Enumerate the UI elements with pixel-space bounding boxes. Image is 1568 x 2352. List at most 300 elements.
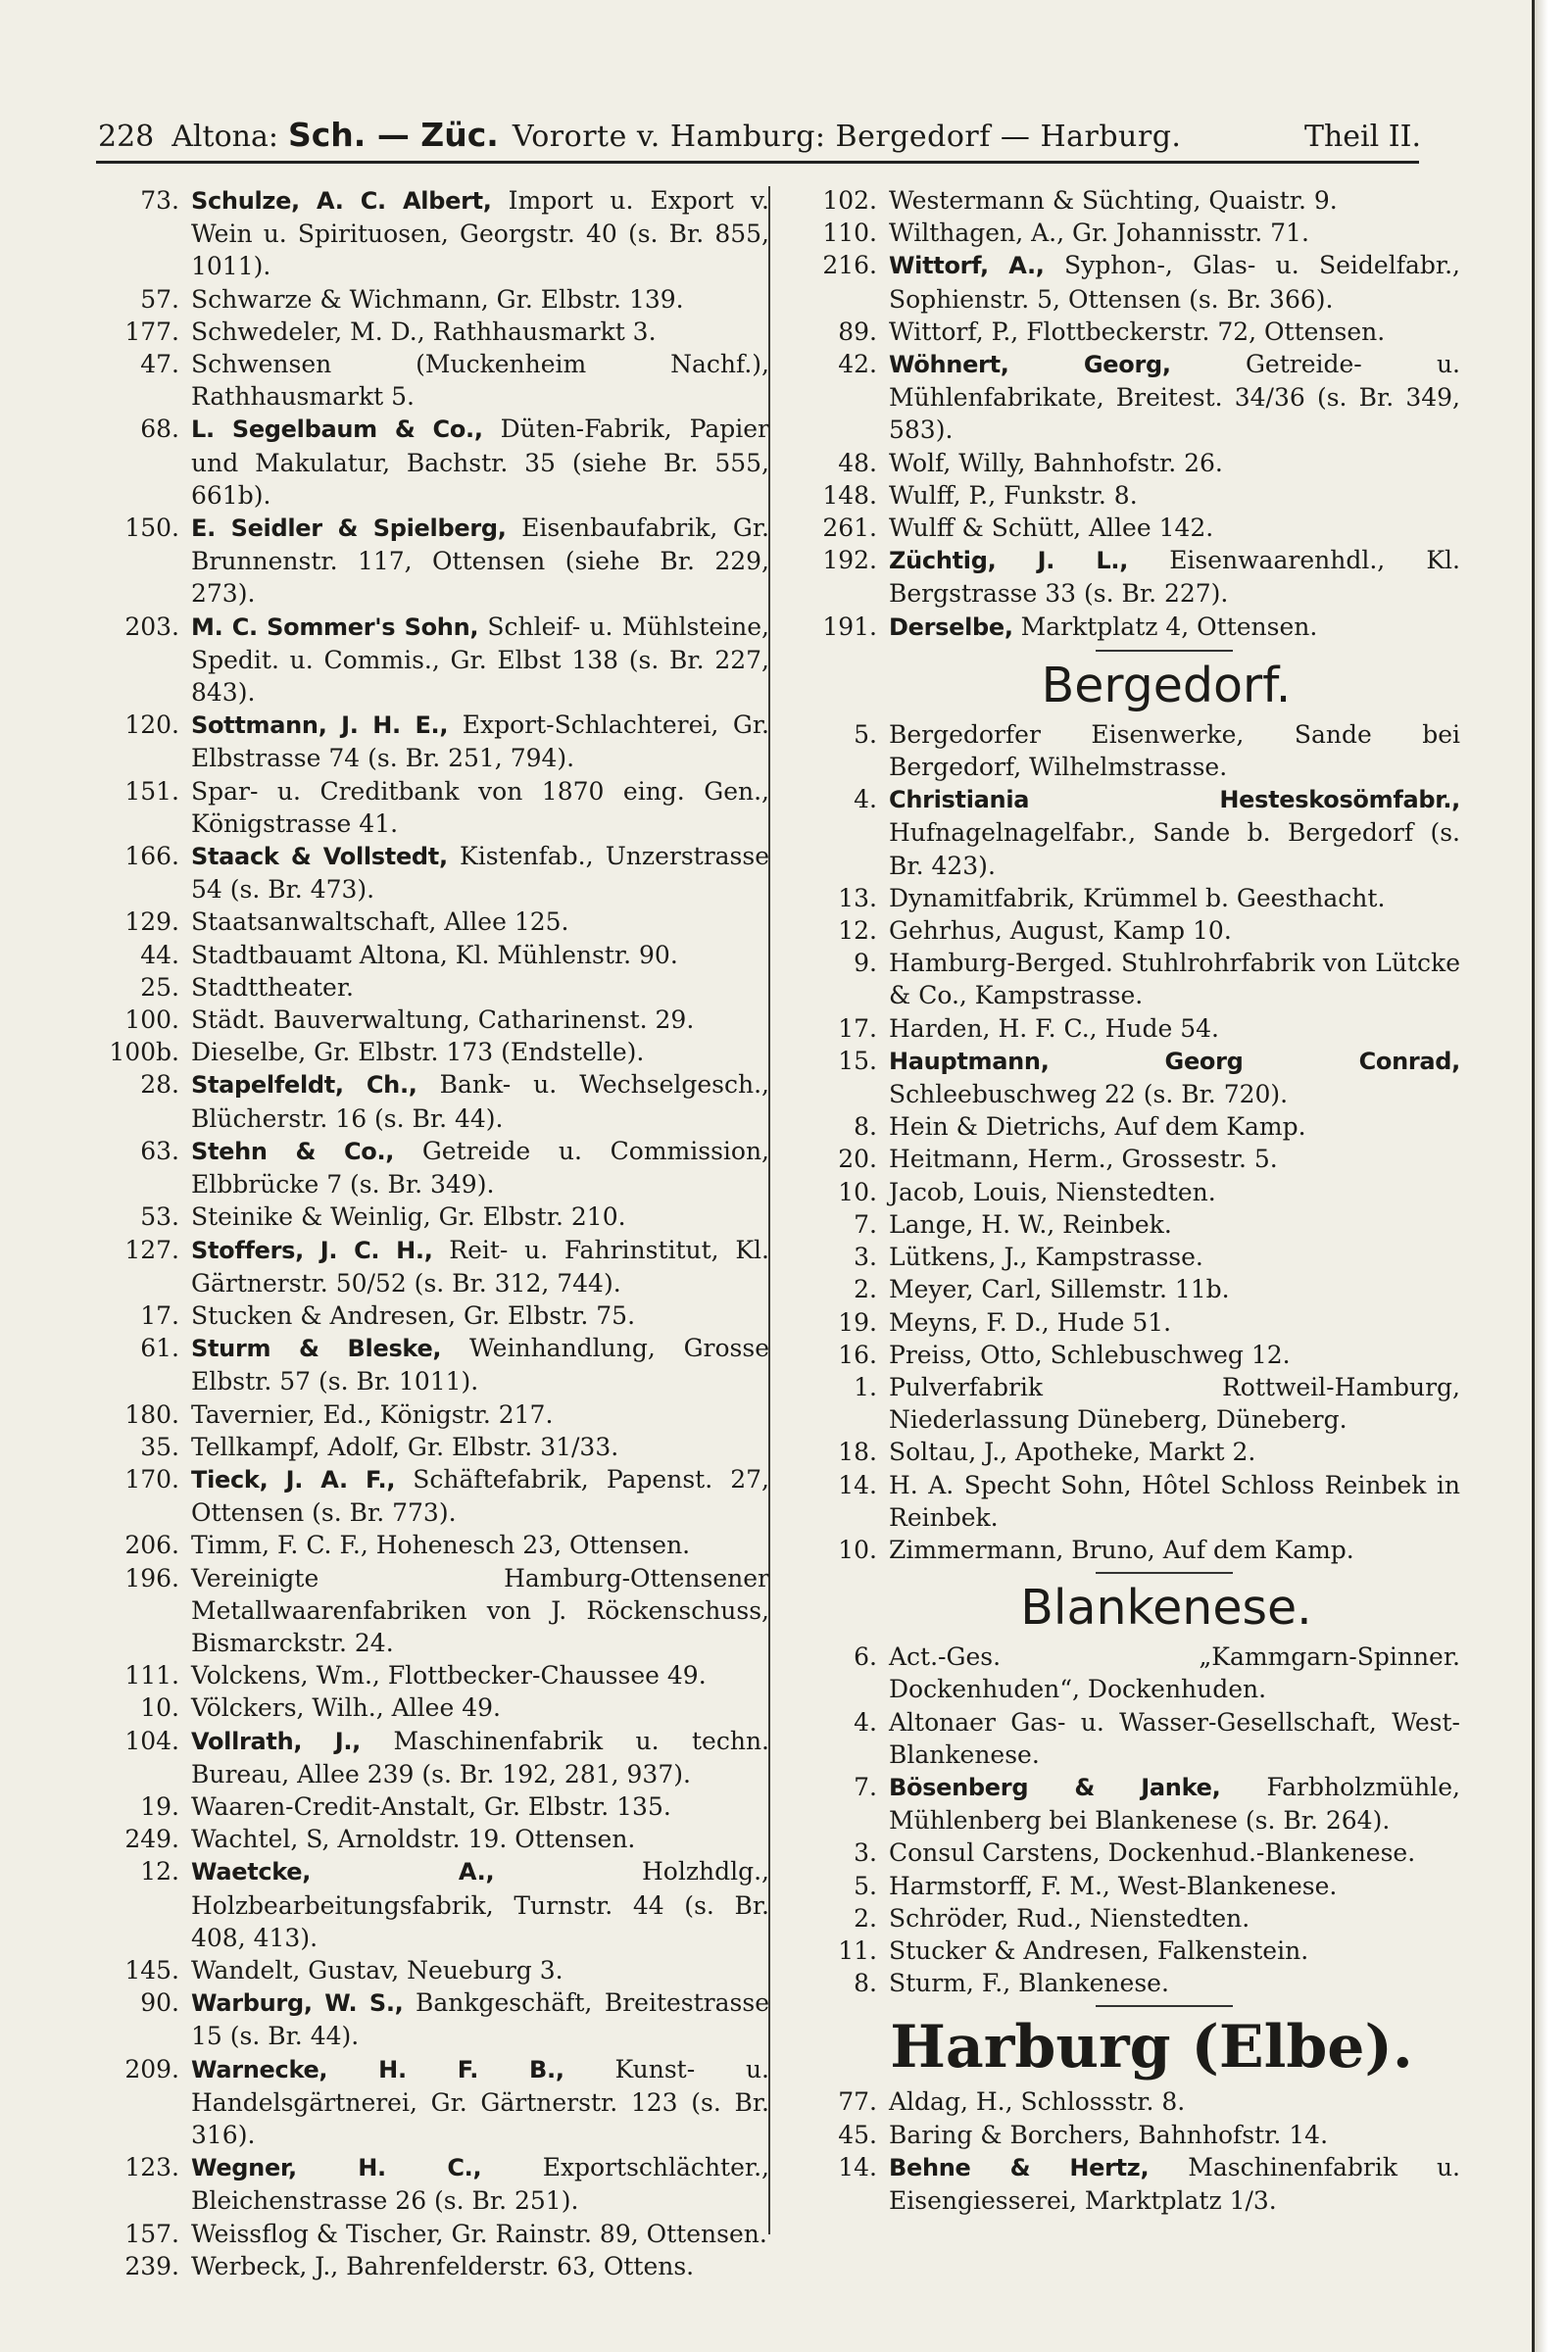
entry-number: 150. <box>124 514 179 543</box>
entry-number: 145. <box>124 1955 179 1984</box>
entry-body <box>191 709 769 774</box>
entry-number: 191. <box>822 612 877 641</box>
entry-number: 28. <box>140 1070 179 1100</box>
entry-number: 166. <box>124 842 179 871</box>
entry-text: Stucker & Andresen, Falkenstein. <box>889 1936 1309 1965</box>
entry-name: Behne & Hertz, <box>889 2153 1150 2181</box>
entry-name: Waetcke, A., <box>191 1858 495 1886</box>
entry-text: Volckens, Wm., Flottbecker-Chaussee 49. <box>191 1661 707 1690</box>
directory-entry <box>93 939 769 971</box>
entry-number: 77. <box>838 2087 877 2117</box>
running-header <box>98 116 1421 154</box>
directory-entry <box>784 2085 1460 2118</box>
entry-number: 57. <box>140 284 179 314</box>
entry-text: Schleif- u. Mühlsteine, Spedit. u. Commis., Gr. Elbst 138 (s. Br. 227, 843). <box>191 612 769 708</box>
section-title-bergedorf: Bergedorf. <box>1041 657 1292 713</box>
directory-entry <box>93 1068 769 1134</box>
entry-body <box>191 2218 769 2250</box>
entry-text: Waaren-Credit-Anstalt, Gr. Elbstr. 135. <box>191 1791 671 1821</box>
directory-entry <box>784 1143 1460 1175</box>
directory-entry <box>784 1870 1460 1902</box>
entry-number: 10. <box>838 1177 877 1206</box>
entry-number: 4. <box>854 1707 877 1737</box>
entry-body <box>191 1398 769 1431</box>
entry-name: Stapelfeldt, Ch., <box>191 1071 417 1100</box>
directory-entry <box>784 882 1460 914</box>
entry-name: Tieck, J. A. F., <box>191 1465 396 1494</box>
entry-name: Derselbe, <box>889 612 1013 641</box>
directory-entry <box>784 447 1460 479</box>
entry-number: 25. <box>140 972 179 1002</box>
entry-body <box>191 348 769 413</box>
entry-body <box>889 718 1460 783</box>
entry-text: Schwarze & Wichmann, Gr. Elbstr. 139. <box>191 284 684 314</box>
entry-text: Getreide- u. Mühlenfabrikate, Breitest. 34/36 (s. Br. 349, 583). <box>889 350 1461 445</box>
entry-text: Eisenbaufabrik, Gr. Brunnenstr. 117, Ottensen (siehe Br. 229, 273). <box>191 514 769 609</box>
entry-number: 47. <box>140 350 179 379</box>
entry-text: Sturm, F., Blankenese. <box>889 1969 1169 1998</box>
entry-body <box>889 1967 1460 1999</box>
directory-entry <box>784 1469 1460 1534</box>
entry-text: Meyer, Carl, Sillemstr. 11b. <box>889 1275 1230 1304</box>
entry-number: 2. <box>854 1275 877 1304</box>
entry-number: 11. <box>838 1936 877 1965</box>
entry-text: Hamburg-Berged. Stuhlrohrfabrik von Lütcke & Co., Kampstrasse. <box>889 949 1460 1010</box>
entry-number: 5. <box>854 719 877 749</box>
entry-body <box>191 611 769 710</box>
entry-body <box>191 512 769 611</box>
entry-body <box>191 1562 769 1660</box>
entry-body <box>191 1691 769 1724</box>
entry-text: Stadttheater. <box>191 972 354 1002</box>
entry-number: 42. <box>838 350 877 379</box>
entry-body <box>191 1986 769 2052</box>
entry-body <box>191 1431 769 1463</box>
header-rule <box>96 161 1419 164</box>
directory-entry <box>93 316 769 348</box>
directory-entry <box>93 184 769 283</box>
entry-number: 14. <box>838 1470 877 1499</box>
directory-entry <box>784 1208 1460 1241</box>
entry-body <box>191 1725 769 1790</box>
section-title-harburg: Harburg (Elbe). <box>890 2013 1413 2082</box>
entry-body <box>889 1306 1460 1339</box>
directory-entry <box>784 611 1460 644</box>
entry-name: Sturm & Bleske, <box>191 1335 442 1363</box>
entry-number: 17. <box>838 1013 877 1043</box>
entry-text: Tellkampf, Adolf, Gr. Elbstr. 31/33. <box>191 1432 619 1461</box>
entry-body <box>191 316 769 348</box>
entry-name: Wegner, H. C., <box>191 2154 482 2182</box>
entry-number: 7. <box>854 1209 877 1239</box>
entry-text: Pulverfabrik Rottweil-Hamburg, Niederlassung Düneberg, Düneberg. <box>889 1372 1460 1435</box>
entry-body <box>889 1469 1460 1534</box>
directory-entry <box>784 1045 1460 1110</box>
directory-entry <box>93 1463 769 1529</box>
entry-number: 14. <box>838 2152 877 2181</box>
directory-entry <box>784 1534 1460 1566</box>
entry-number: 127. <box>124 1235 179 1264</box>
entry-number: 8. <box>854 1969 877 1998</box>
entry-text: Marktplatz 4, Ottensen. <box>1020 612 1318 641</box>
entry-body <box>889 947 1460 1011</box>
entry-text: Maschinenfabrik u. Eisengiesserei, Marktplatz 1/3. <box>889 2152 1460 2215</box>
entry-body <box>889 512 1460 544</box>
entry-body <box>889 1534 1460 1566</box>
entry-text: Steinike & Weinlig, Gr. Elbstr. 210. <box>191 1202 626 1232</box>
entry-text: Gehrhus, August, Kamp 10. <box>889 916 1232 946</box>
entry-number: 10. <box>140 1693 179 1723</box>
entry-name: E. Seidler & Spielberg, <box>191 514 507 543</box>
entry-number: 196. <box>124 1563 179 1592</box>
entry-number: 129. <box>124 907 179 937</box>
entry-number: 123. <box>124 2153 179 2182</box>
entry-text: Staatsanwaltschaft, Allee 125. <box>191 907 569 937</box>
entry-text: Heitmann, Herm., Grossestr. 5. <box>889 1145 1278 1174</box>
entry-number: 104. <box>124 1726 179 1755</box>
entry-body <box>191 840 769 906</box>
directory-entry <box>93 348 769 413</box>
entry-name: Hauptmann, Georg Conrad, <box>889 1047 1460 1075</box>
entry-body <box>191 2053 769 2152</box>
entry-body <box>889 2085 1460 2118</box>
directory-entry <box>784 1371 1460 1436</box>
entry-number: 180. <box>124 1399 179 1429</box>
entry-name: M. C. Sommer's Sohn, <box>191 612 479 641</box>
entry-body <box>889 316 1460 348</box>
entry-body <box>191 1790 769 1823</box>
entry-body <box>889 1110 1460 1143</box>
entry-number: 100. <box>124 1005 179 1035</box>
directory-entry <box>784 249 1460 315</box>
directory-entry <box>93 1135 769 1200</box>
entry-number: 73. <box>140 186 179 215</box>
directory-entry <box>93 2151 769 2217</box>
entry-text: Völckers, Wilh., Allee 49. <box>191 1693 501 1723</box>
directory-entry <box>784 512 1460 544</box>
entry-number: 111. <box>124 1661 179 1690</box>
entry-name: Staack & Vollstedt, <box>191 843 448 871</box>
entry-body <box>889 1771 1460 1837</box>
entry-number: 261. <box>822 514 877 543</box>
header-range: Sch. — Züc. <box>287 116 499 154</box>
entry-text: Meyns, F. D., Hude 51. <box>889 1307 1172 1337</box>
entry-text: Stadtbauamt Altona, Kl. Mühlenstr. 90. <box>191 940 678 969</box>
entry-body <box>889 1176 1460 1208</box>
directory-entry <box>93 1659 769 1691</box>
directory-entry <box>93 1004 769 1036</box>
directory-entry <box>784 1176 1460 1208</box>
entry-text: Wittorf, P., Flottbeckerstr. 72, Ottensen. <box>889 317 1386 346</box>
directory-entry <box>784 1935 1460 1967</box>
entry-body <box>191 283 769 316</box>
directory-entry <box>784 2151 1460 2217</box>
entry-text: Preiss, Otto, Schlebuschweg 12. <box>889 1340 1291 1369</box>
entry-text: Vereinigte Hamburg-Ottensener Metallwaarenfabriken von J. Röckenschuss, Bismarckstr. 24. <box>191 1563 769 1657</box>
header-region: Vororte v. Hamburg: Bergedorf — Harburg. <box>512 120 1182 154</box>
entry-number: 148. <box>822 480 877 510</box>
entry-body <box>889 1241 1460 1273</box>
entry-number: 89. <box>838 317 877 346</box>
entry-body <box>889 1012 1460 1045</box>
directory-entry <box>93 1299 769 1332</box>
entry-number: 1. <box>854 1372 877 1401</box>
entry-body <box>191 1529 769 1561</box>
directory-entry <box>93 1790 769 1823</box>
entry-number: 17. <box>140 1300 179 1330</box>
entry-body <box>191 1855 769 1954</box>
directory-entry <box>93 2218 769 2250</box>
directory-entry <box>784 1306 1460 1339</box>
directory-entry <box>784 1902 1460 1935</box>
entry-text: Schleebuschweg 22 (s. Br. 720). <box>889 1080 1289 1109</box>
entry-text: Wulff & Schütt, Allee 142. <box>889 514 1214 543</box>
directory-entry <box>93 413 769 512</box>
harburg-list <box>784 2085 1460 2217</box>
entry-text: Tavernier, Ed., Königstr. 217. <box>191 1399 554 1429</box>
entry-number: 206. <box>124 1531 179 1560</box>
entry-number: 48. <box>838 448 877 477</box>
entry-text: Spar- u. Creditbank von 1870 eing. Gen., Königstrasse 41. <box>191 776 769 838</box>
entry-body <box>889 184 1460 217</box>
entry-text: Import u. Export v. Wein u. Spirituosen, Georgstr. 40 (s. Br. 855, 1011). <box>191 186 770 281</box>
entry-number: 151. <box>124 776 179 806</box>
directory-entry <box>93 1398 769 1431</box>
entry-number: 216. <box>822 251 877 280</box>
entry-number: 203. <box>124 612 179 641</box>
bergedorf-list <box>784 718 1460 1566</box>
directory-entry <box>784 217 1460 249</box>
entry-body <box>889 447 1460 479</box>
directory-entry <box>784 2119 1460 2151</box>
entry-body <box>889 544 1460 610</box>
entry-text: Aldag, H., Schlossstr. 8. <box>889 2087 1186 2117</box>
entry-text: Wulff, P., Funkstr. 8. <box>889 480 1138 510</box>
entry-text: Zimmermann, Bruno, Auf dem Kamp. <box>889 1535 1354 1564</box>
entry-text: Reit- u. Fahrinstitut, Kl. Gärtnerstr. 50/52 (s. Br. 312, 744). <box>191 1235 769 1298</box>
entry-body <box>191 775 769 840</box>
entry-body <box>889 882 1460 914</box>
entry-name: Sottmann, J. H. E., <box>191 711 449 740</box>
entry-text: Harmstorff, F. M., West-Blankenese. <box>889 1871 1338 1900</box>
entry-text: Timm, F. C. F., Hohenesch 23, Ottensen. <box>191 1531 691 1560</box>
entry-text: Hein & Dietrichs, Auf dem Kamp. <box>889 1112 1306 1142</box>
page-number: 228 <box>98 120 155 154</box>
entry-text: Weinhandlung, Grosse Elbstr. 57 (s. Br. 1011). <box>191 1334 770 1396</box>
entry-text: Baring & Borchers, Bahnhofstr. 14. <box>889 2120 1329 2149</box>
right-top-list <box>784 184 1460 644</box>
entry-name: Schulze, A. C. Albert, <box>191 187 492 215</box>
entry-number: 15. <box>838 1046 877 1075</box>
directory-entry <box>93 971 769 1004</box>
entry-number: 45. <box>838 2120 877 2149</box>
directory-entry <box>93 906 769 938</box>
entry-text: Wachtel, S, Arnoldstr. 19. Ottensen. <box>191 1825 636 1854</box>
entry-body <box>889 1273 1460 1305</box>
entry-text: Consul Carstens, Dockenhud.-Blankenese. <box>889 1838 1416 1868</box>
entry-text: Düten-Fabrik, Papier und Makulatur, Bachstr. 35 (siehe Br. 555, 661b). <box>191 415 769 510</box>
entry-text: Exportschlächter., Bleichenstrasse 26 (s. Br. 251). <box>191 2153 769 2216</box>
entry-number: 19. <box>140 1791 179 1821</box>
directory-entry <box>784 479 1460 512</box>
entry-text: Maschinenfabrik u. techn. Bureau, Allee 239 (s. Br. 192, 281, 937). <box>191 1726 769 1788</box>
entry-text: Kistenfab., Unzerstrasse 54 (s. Br. 473). <box>191 842 770 905</box>
directory-entry <box>93 775 769 840</box>
entry-body <box>889 1208 1460 1241</box>
directory-entry <box>93 1954 769 1986</box>
directory-entry <box>784 1706 1460 1771</box>
entry-body <box>191 939 769 971</box>
entry-number: 100b. <box>109 1038 179 1067</box>
entry-number: 12. <box>838 916 877 946</box>
entry-text: Bankgeschäft, Breitestrasse 15 (s. Br. 44). <box>191 1988 769 2051</box>
directory-entry <box>784 316 1460 348</box>
directory-entry <box>784 947 1460 1011</box>
entry-text: Export-Schlachterei, Gr. Elbstrasse 74 (s. Br. 251, 794). <box>191 710 769 773</box>
entry-body <box>889 249 1460 315</box>
directory-entry <box>784 718 1460 783</box>
directory-entry <box>784 783 1460 882</box>
entry-number: 6. <box>854 1642 877 1672</box>
entry-name: Wöhnert, Georg, <box>889 351 1171 379</box>
entry-body <box>889 479 1460 512</box>
entry-body <box>191 1234 769 1299</box>
entry-name: Stehn & Co., <box>191 1137 395 1165</box>
directory-entry <box>93 1036 769 1068</box>
directory-entry <box>93 1431 769 1463</box>
entry-text: Syphon-, Glas- u. Seidelfabr., Sophienstr. 5, Ottensen (s. Br. 366). <box>889 251 1460 314</box>
entry-text: Dieselbe, Gr. Elbstr. 173 (Endstelle). <box>191 1038 645 1067</box>
entry-number: 20. <box>838 1145 877 1174</box>
entry-name: L. Segelbaum & Co., <box>191 416 483 444</box>
entry-body <box>889 1837 1460 1869</box>
entry-body <box>191 1200 769 1233</box>
entry-number: 63. <box>140 1136 179 1165</box>
section-rule <box>1096 650 1233 652</box>
entry-number: 8. <box>854 1112 877 1142</box>
directory-entry <box>93 283 769 316</box>
entry-body <box>889 348 1460 447</box>
entry-body <box>889 1902 1460 1935</box>
directory-entry <box>93 1855 769 1954</box>
entry-number: 2. <box>854 1903 877 1933</box>
directory-entry <box>93 1562 769 1660</box>
entry-body <box>191 413 769 512</box>
entry-text: Eisenwaarenhdl., Kl. Bergstrasse 33 (s. Br. 227). <box>889 546 1460 609</box>
entry-number: 35. <box>140 1432 179 1461</box>
entry-text: Werbeck, J., Bahrenfelderstr. 63, Ottens. <box>191 2251 695 2280</box>
entry-text: Westermann & Süchting, Quaistr. 9. <box>889 186 1338 215</box>
entry-body <box>889 914 1460 947</box>
entry-name: Warnecke, H. F. B., <box>191 2055 564 2083</box>
directory-entry <box>784 1339 1460 1371</box>
entry-number: 90. <box>140 1988 179 2018</box>
entry-body <box>191 1299 769 1332</box>
entry-text: Wandelt, Gustav, Neueburg 3. <box>191 1955 564 1984</box>
entry-text: Bergedorfer Eisenwerke, Sande bei Bergedorf, Wilhelmstrasse. <box>889 719 1460 782</box>
entry-number: 120. <box>124 710 179 740</box>
entry-name: Stoffers, J. C. H., <box>191 1236 433 1264</box>
entry-number: 44. <box>140 940 179 969</box>
header-part: Theil II. <box>1303 120 1421 154</box>
entry-body <box>191 2151 769 2217</box>
directory-entry <box>93 512 769 611</box>
entry-body <box>889 2151 1460 2217</box>
entry-number: 19. <box>838 1307 877 1337</box>
entry-name: Warburg, W. S., <box>191 1989 404 2018</box>
directory-entry <box>93 1823 769 1855</box>
directory-entry <box>784 1241 1460 1273</box>
directory-entry <box>93 611 769 710</box>
entry-body <box>889 783 1460 882</box>
entry-number: 157. <box>124 2219 179 2248</box>
entry-text: Schäftefabrik, Papenst. 27, Ottensen (s. Br. 773). <box>191 1464 770 1528</box>
entry-text: Schröder, Rud., Nienstedten. <box>889 1903 1250 1933</box>
entry-body <box>889 1339 1460 1371</box>
entry-body <box>191 1036 769 1068</box>
entry-text: Hufnagelnagelfabr., Sande b. Bergedorf (s. Br. 423). <box>889 818 1460 880</box>
entry-number: 16. <box>838 1340 877 1369</box>
entry-body <box>191 184 769 283</box>
entry-number: 10. <box>838 1535 877 1564</box>
page-edge <box>1532 0 1568 2352</box>
entry-body <box>191 971 769 1004</box>
entry-number: 9. <box>854 949 877 978</box>
entry-body <box>889 1143 1460 1175</box>
entry-text: Schwedeler, M. D., Rathhausmarkt 3. <box>191 317 657 346</box>
directory-entry <box>93 709 769 774</box>
entry-text: Dynamitfabrik, Krümmel b. Geesthacht. <box>889 883 1386 912</box>
entry-body <box>191 1135 769 1200</box>
blankenese-list <box>784 1641 1460 1999</box>
entry-text: Holzhdlg., Holzbearbeitungsfabrik, Turnstr. 44 (s. Br. 408, 413). <box>191 1857 769 1952</box>
directory-entry <box>93 1200 769 1233</box>
entry-body <box>889 1045 1460 1110</box>
entry-text: Harden, H. F. C., Hude 54. <box>889 1013 1219 1043</box>
entry-text: Städt. Bauverwaltung, Catharinenst. 29. <box>191 1005 695 1035</box>
entry-name: Bösenberg & Janke, <box>889 1773 1221 1801</box>
entry-text: Getreide u. Commission, Elbbrücke 7 (s. Br. 349). <box>191 1136 769 1200</box>
entry-body <box>889 1706 1460 1771</box>
directory-entry <box>784 1110 1460 1143</box>
directory-entry <box>784 1273 1460 1305</box>
section-title-blankenese: Blankenese. <box>1020 1580 1312 1637</box>
entry-number: 68. <box>140 415 179 444</box>
header-city: Altona: <box>172 120 278 154</box>
entry-number: 13. <box>838 883 877 912</box>
entry-text: Wolf, Willy, Bahnhofstr. 26. <box>889 448 1223 477</box>
entry-number: 239. <box>124 2251 179 2280</box>
entry-text: H. A. Specht Sohn, Hôtel Schloss Reinbek in Reinbek. <box>889 1470 1460 1532</box>
entry-text: Weissflog & Tischer, Gr. Rainstr. 89, Ottensen. <box>191 2219 767 2248</box>
entry-text: Kunst- u. Handelsgärtnerei, Gr. Gärtnerstr. 123 (s. Br. 316). <box>191 2054 770 2149</box>
entry-text: Stucken & Andresen, Gr. Elbstr. 75. <box>191 1300 636 1330</box>
directory-entry <box>93 840 769 906</box>
directory-entry <box>784 1012 1460 1045</box>
directory-entry <box>784 348 1460 447</box>
entry-name: Christiania Hesteskosömfabr., <box>889 786 1460 814</box>
entry-body <box>889 1371 1460 1436</box>
directory-entry <box>784 1771 1460 1837</box>
entry-text: Jacob, Louis, Nienstedten. <box>889 1177 1216 1206</box>
directory-entry <box>93 1332 769 1397</box>
directory-entry <box>784 914 1460 947</box>
section-rule <box>1096 1572 1233 1574</box>
entry-body <box>889 1870 1460 1902</box>
entry-text: Wilthagen, A., Gr. Johannisstr. 71. <box>889 219 1309 248</box>
entry-body <box>889 1935 1460 1967</box>
entry-number: 5. <box>854 1871 877 1900</box>
